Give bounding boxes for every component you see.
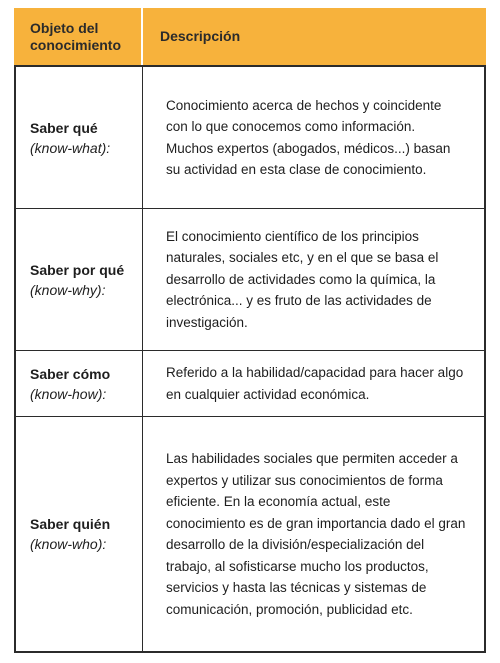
row-alt-name: (know-why): <box>30 281 106 298</box>
row-label <box>30 351 136 416</box>
row-alt-name: (know-how): <box>30 385 107 402</box>
row-description-text: Referido a la habilidad/capacidad para hacer algo en cualquier actividad económica. <box>166 365 464 402</box>
row-description <box>166 209 466 350</box>
row-label <box>30 67 136 208</box>
row-name: Saber qué <box>30 119 98 136</box>
header-description-label: Descripción <box>160 28 241 44</box>
knowledge-table <box>14 8 486 653</box>
table-header <box>14 8 486 65</box>
row-description <box>166 351 466 416</box>
table-row <box>16 67 484 208</box>
table-row <box>16 416 484 651</box>
row-alt-name: (know-who): <box>30 536 107 552</box>
row-description-text: Conocimiento acerca de hechos y coincidente con lo que conocemos como información. Muchos expertos (abogados, médicos...) basan su actividad en esta clase de conocimiento. <box>166 97 451 177</box>
row-label <box>30 209 136 350</box>
table-body <box>14 65 486 653</box>
header-object-label: Objeto del conocimiento <box>30 19 122 53</box>
row-name: Saber por qué <box>30 261 125 278</box>
table-row <box>16 208 484 350</box>
row-name: Saber quién <box>30 516 111 532</box>
row-alt-name: (know-what): <box>30 139 111 156</box>
column-divider <box>142 67 143 208</box>
column-divider <box>142 351 143 416</box>
row-description-text: El conocimiento científico de los principios naturales, sociales etc, y en el que se basa el desarrollo de actividades como la química, la electrónica... y es fruto de las actividades de investigación. <box>166 228 439 330</box>
header-divider <box>141 8 143 65</box>
column-divider <box>142 209 143 350</box>
row-name: Saber cómo <box>30 365 111 382</box>
row-description-text: Las habilidades sociales que permiten acceder a expertos y utilizar sus conocimientos de forma eficiente. En la economía actual, este conocimiento es de gran importancia dado el gran desarrollo de la división/especialización del trabajo, al sofisticarse mucho los productos, servicios y hasta las técnicas y sistemas de comunicación, promoción, publicidad etc. <box>166 451 466 617</box>
column-divider <box>142 417 143 651</box>
table-row <box>16 350 484 416</box>
row-description <box>166 67 466 208</box>
row-label <box>30 417 136 651</box>
row-description <box>166 417 466 651</box>
